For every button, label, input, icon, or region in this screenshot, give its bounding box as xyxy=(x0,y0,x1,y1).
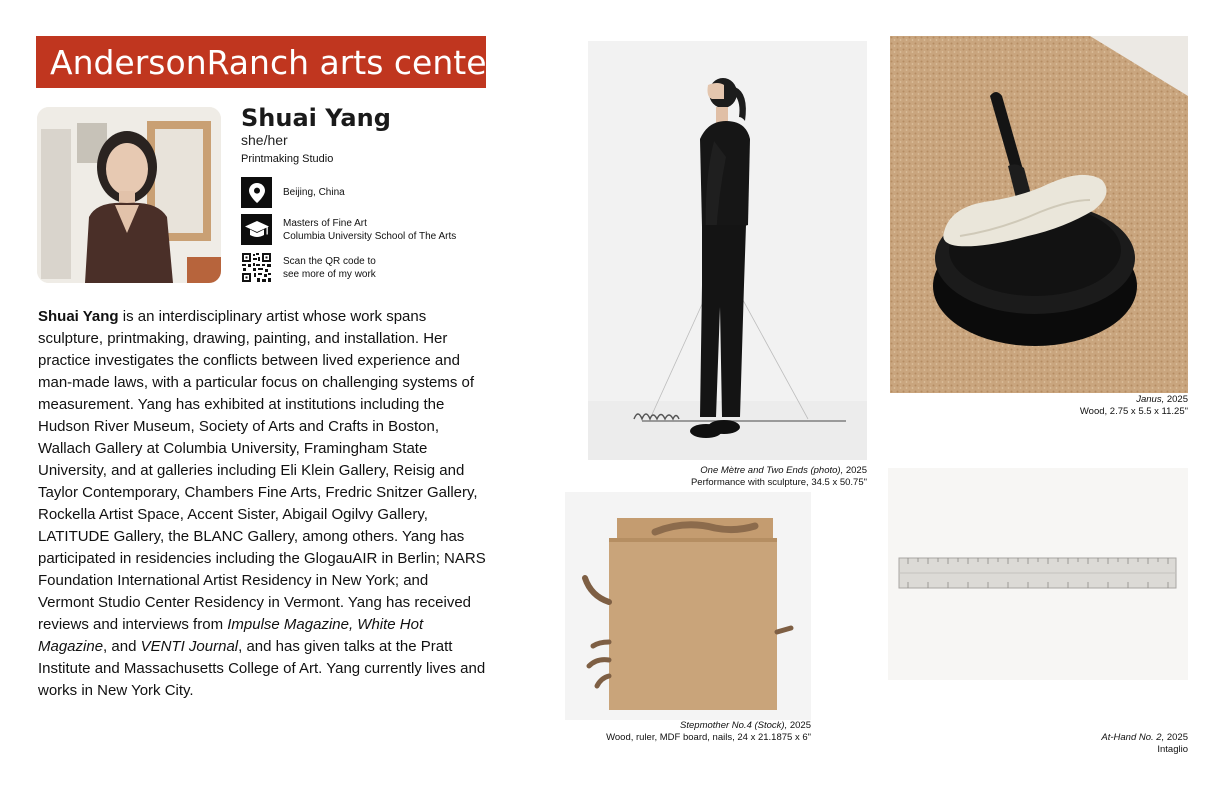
bio-journal: VENTI Journal xyxy=(140,638,239,655)
artist-biography xyxy=(38,306,486,702)
bio-text-2: , and xyxy=(103,638,141,655)
school-text: Columbia University School of The Arts xyxy=(283,230,457,242)
artwork-details: Wood, ruler, MDF board, nails, 24 x 21.1875 x 6" xyxy=(606,732,811,743)
brand-title: AndersonRanch arts center xyxy=(50,42,501,82)
graduation-cap-icon xyxy=(241,214,272,245)
artist-portrait xyxy=(37,107,221,283)
degree-text: Masters of Fine Art xyxy=(283,217,367,229)
artwork-caption-at-hand xyxy=(1101,732,1188,756)
artwork-year: 2025 xyxy=(843,465,867,476)
bio-text-3: , and has given talks at the Pratt Institute and Massachusetts College of Art. Yang currently lives and works in New York City. xyxy=(38,638,486,699)
artist-name: Shuai Yang xyxy=(241,104,391,132)
artwork-details: Intaglio xyxy=(1157,744,1188,755)
portrait-image xyxy=(37,107,221,283)
artwork-title: Janus, xyxy=(1136,394,1165,405)
artwork-year: 2025 xyxy=(787,720,811,731)
artist-studio: Printmaking Studio xyxy=(241,153,334,165)
bio-magazines: Impulse Magazine, White Hot Magazine xyxy=(38,616,424,655)
artwork-year: 2025 xyxy=(1164,394,1188,405)
artwork-details: Performance with sculpture, 34.5 x 50.75" xyxy=(690,477,867,488)
bio-text-1: is an interdisciplinary artist whose work spans sculpture, printmaking, drawing, painting, and installation. Her practice investigates the conflicts between lived experience and man-made laws, with a particular focus on challenging systems of measurement. Yang has exhibited at institutions including the Hudson River Museum, Society of Arts and Crafts in Boston, Wallach Gallery at Columbia University, Framingham State University, and at galleries including Eli Klein Gallery, Reisig and Taylor Contemporary, Chambers Fine Arts, Fredric Snitzer Gallery, Rockella Artist Space, Accent Sister, Abigail Ogilvy Gallery, LATITUDE Gallery, the BLANC Gallery, among others. Yang has participated in residencies including the GlogauAIR in Berlin; NARS Foundation International Artist Residency in New York; and Vermont Studio Center Residency in Vermont. Yang has received reviews and interviews from xyxy=(38,308,486,633)
education-row xyxy=(241,214,456,245)
qr-text-line2: see more of my work xyxy=(283,268,376,280)
qr-code-icon[interactable] xyxy=(241,252,272,283)
artwork-image-at-hand xyxy=(888,468,1188,680)
brand-banner xyxy=(36,36,501,88)
artwork-title: At-Hand No. 2, xyxy=(1101,732,1165,743)
artist-pronouns: she/her xyxy=(241,132,288,148)
artwork-caption-one-metre xyxy=(691,465,867,489)
artwork-title: One Mètre and Two Ends (photo), xyxy=(700,465,844,476)
qr-row[interactable] xyxy=(241,252,376,283)
artwork-image-janus xyxy=(890,36,1188,393)
artwork-caption-janus xyxy=(1080,394,1188,418)
artwork-details: Wood, 2.75 x 5.5 x 11.25" xyxy=(1079,406,1188,417)
location-pin-icon xyxy=(241,177,272,208)
bio-lead-name: Shuai Yang xyxy=(38,308,119,325)
artwork-image-one-metre xyxy=(588,41,867,460)
location-text: Beijing, China xyxy=(283,187,345,198)
qr-text-line1: Scan the QR code to xyxy=(283,255,376,267)
artwork-title: Stepmother No.4 (Stock), xyxy=(680,720,788,731)
artwork-caption-stepmother xyxy=(606,720,811,744)
artwork-image-stepmother xyxy=(565,492,811,720)
artwork-year: 2025 xyxy=(1164,732,1188,743)
location-row xyxy=(241,177,345,208)
